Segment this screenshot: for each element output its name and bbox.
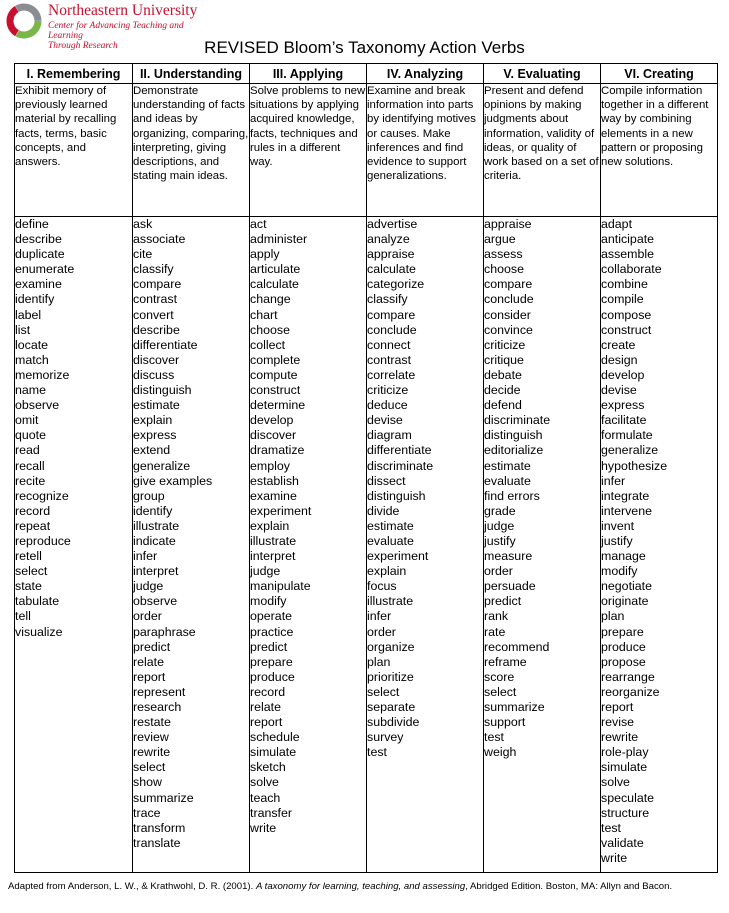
- verb-item: combine: [601, 277, 648, 292]
- verb-item: report: [250, 715, 283, 730]
- verb-item: contrast: [133, 292, 178, 307]
- description-applying: Solve problems to new situations by applying acquired knowledge, facts, techniques and rules in a different way.: [250, 84, 367, 217]
- verb-item: choose: [484, 262, 524, 277]
- verb-item: generalize: [601, 443, 659, 458]
- verb-item: name: [15, 383, 46, 398]
- verb-item: anticipate: [601, 232, 655, 247]
- verb-item: operate: [250, 609, 293, 624]
- verb-item: survey: [367, 730, 404, 745]
- verb-item: compile: [601, 292, 644, 307]
- verb-item: select: [367, 684, 400, 699]
- verb-item: solve: [250, 775, 279, 790]
- verb-item: predict: [484, 594, 522, 609]
- verb-item: write: [250, 820, 277, 835]
- verb-item: state: [15, 579, 42, 594]
- verb-item: facilitate: [601, 413, 647, 428]
- verb-item: argue: [484, 232, 516, 247]
- verb-item: observe: [133, 594, 178, 609]
- verb-item: reproduce: [15, 533, 71, 548]
- verb-item: reframe: [484, 654, 527, 669]
- verb-item: originate: [601, 594, 649, 609]
- verb-item: classify: [367, 292, 408, 307]
- verb-item: revise: [601, 715, 635, 730]
- verb-item: decide: [484, 383, 521, 398]
- verb-item: classify: [133, 262, 174, 277]
- verb-item: intervene: [601, 503, 652, 518]
- verb-item: calculate: [250, 277, 299, 292]
- verb-item: visualize: [15, 624, 63, 639]
- verb-item: assess: [484, 247, 523, 262]
- verb-item: tell: [15, 609, 31, 624]
- verb-item: solve: [601, 775, 630, 790]
- verb-item: separate: [367, 700, 416, 714]
- verb-item: design: [601, 352, 638, 367]
- verb-item: speculate: [601, 790, 655, 805]
- verb-item: debate: [484, 367, 522, 382]
- verb-item: relate: [250, 700, 281, 714]
- verb-item: indicate: [133, 533, 176, 548]
- verb-item: teach: [250, 790, 281, 805]
- citation-book-title: A taxonomy for learning, teaching, and assessing: [255, 881, 466, 892]
- verb-item: contrast: [367, 352, 412, 367]
- verb-item: show: [133, 775, 162, 790]
- verb-item: measure: [484, 549, 533, 564]
- verb-item: divide: [367, 503, 400, 518]
- verb-item: compare: [133, 277, 182, 292]
- verb-item: read: [15, 443, 40, 458]
- verb-item: compare: [367, 307, 416, 322]
- verb-item: give examples: [133, 473, 213, 488]
- verb-item: illustrate: [250, 533, 297, 548]
- verb-item: translate: [133, 835, 181, 850]
- verb-item: recall: [15, 458, 45, 473]
- verb-item: discover: [250, 428, 297, 443]
- verb-item: express: [601, 398, 645, 413]
- verb-item: experiment: [367, 549, 429, 564]
- verb-item: rearrange: [601, 669, 655, 684]
- verb-item: define: [15, 217, 49, 231]
- verb-item: list: [15, 322, 31, 337]
- verb-item: enumerate: [15, 262, 75, 277]
- verb-item: establish: [250, 473, 299, 488]
- verb-item: rate: [484, 624, 506, 639]
- verb-list-applying: [250, 217, 367, 873]
- verb-list-creating: [601, 217, 718, 873]
- verb-item: assemble: [601, 247, 655, 262]
- verb-item: develop: [250, 413, 294, 428]
- citation: [8, 881, 723, 893]
- verb-item: create: [601, 337, 636, 352]
- verb-item: estimate: [367, 518, 414, 533]
- verb-item: hypothesize: [601, 458, 668, 473]
- verb-item: critique: [484, 352, 524, 367]
- verb-item: negotiate: [601, 579, 652, 594]
- verb-item: ask: [133, 217, 153, 231]
- verb-item: recite: [15, 473, 46, 488]
- verb-item: correlate: [367, 367, 416, 382]
- verb-list-remembering: [15, 217, 133, 873]
- verb-item: collect: [250, 337, 286, 352]
- verb-item: research: [133, 700, 182, 714]
- verb-item: express: [133, 428, 177, 443]
- verb-item: role-play: [601, 745, 649, 760]
- citation-publisher: , Abridged Edition. Boston, MA: Allyn and Bacon.: [465, 881, 673, 892]
- verb-item: simulate: [250, 745, 297, 760]
- verb-item: categorize: [367, 277, 425, 292]
- verb-item: select: [133, 760, 166, 775]
- verb-item: memorize: [15, 367, 70, 382]
- description-understanding: Demonstrate understanding of facts and ideas by organizing, comparing, interpreting, giving descriptions, and stating main ideas.: [133, 84, 250, 217]
- verb-item: schedule: [250, 730, 300, 745]
- verb-item: structure: [601, 805, 650, 820]
- verb-item: convert: [133, 307, 174, 322]
- verb-item: report: [601, 700, 634, 714]
- verb-item: judge: [250, 564, 281, 579]
- university-header: [6, 2, 218, 52]
- verb-item: tabulate: [15, 594, 60, 609]
- verb-item: deduce: [367, 398, 408, 413]
- university-logo-icon: [6, 3, 42, 39]
- table-header-row: [15, 64, 718, 84]
- verb-item: analyze: [367, 232, 410, 247]
- verb-item: describe: [133, 322, 180, 337]
- verb-item: summarize: [133, 790, 194, 805]
- verb-item: rewrite: [601, 730, 639, 745]
- verb-item: explain: [250, 518, 290, 533]
- verb-item: match: [15, 352, 49, 367]
- verb-item: justify: [484, 533, 516, 548]
- verb-item: identify: [15, 292, 55, 307]
- verb-item: recognize: [15, 488, 69, 503]
- verb-item: apply: [250, 247, 280, 262]
- verb-item: differentiate: [367, 443, 432, 458]
- verb-item: extend: [133, 443, 171, 458]
- verb-item: chart: [250, 307, 278, 322]
- verb-item: summarize: [484, 700, 545, 714]
- verb-item: plan: [601, 609, 625, 624]
- verb-item: justify: [601, 533, 633, 548]
- verb-item: cite: [133, 247, 153, 262]
- verb-item: practice: [250, 624, 294, 639]
- verb-item: recommend: [484, 639, 550, 654]
- verb-item: discriminate: [484, 413, 551, 428]
- verb-item: conclude: [367, 322, 417, 337]
- verb-item: reorganize: [601, 684, 660, 699]
- verb-item: focus: [367, 579, 397, 594]
- center-name-line1: Center for Advancing Teaching and Learning: [48, 20, 184, 41]
- verb-item: differentiate: [133, 337, 198, 352]
- blooms-taxonomy-table: [14, 63, 718, 873]
- verb-item: predict: [250, 639, 288, 654]
- verb-item: judge: [133, 579, 164, 594]
- verb-item: transform: [133, 820, 186, 835]
- verbs-row: [15, 217, 718, 873]
- verb-item: relate: [133, 654, 164, 669]
- verb-item: restate: [133, 715, 171, 730]
- verb-item: order: [133, 609, 162, 624]
- verb-item: rewrite: [133, 745, 171, 760]
- verb-item: adapt: [601, 217, 633, 231]
- verb-item: articulate: [250, 262, 301, 277]
- verb-item: distinguish: [133, 383, 192, 398]
- verb-item: rank: [484, 609, 509, 624]
- verb-item: record: [250, 684, 286, 699]
- verb-item: estimate: [133, 398, 180, 413]
- verb-item: construct: [601, 322, 652, 337]
- verb-item: trace: [133, 805, 161, 820]
- verb-item: consider: [484, 307, 531, 322]
- description-analyzing: Examine and break information into parts by identifying motives or causes. Make inferences and find evidence to support generalizations.: [367, 84, 484, 217]
- verb-item: observe: [15, 398, 60, 413]
- verb-item: report: [133, 669, 166, 684]
- verb-item: record: [15, 503, 51, 518]
- verb-item: evaluate: [484, 473, 531, 488]
- verb-item: sketch: [250, 760, 286, 775]
- description-remembering: Exhibit memory of previously learned material by recalling facts, terms, basic concepts, and answers.: [15, 84, 133, 217]
- verb-item: collaborate: [601, 262, 662, 277]
- verb-item: modify: [250, 594, 287, 609]
- verb-item: prioritize: [367, 669, 414, 684]
- verb-item: judge: [484, 518, 515, 533]
- verb-item: explain: [133, 413, 173, 428]
- verb-item: calculate: [367, 262, 416, 277]
- verb-item: duplicate: [15, 247, 65, 262]
- verb-item: diagram: [367, 428, 412, 443]
- verb-item: appraise: [484, 217, 532, 231]
- verb-item: simulate: [601, 760, 648, 775]
- verb-item: paraphrase: [133, 624, 196, 639]
- verb-item: devise: [601, 383, 637, 398]
- verb-item: compute: [250, 367, 298, 382]
- verb-item: defend: [484, 398, 522, 413]
- verb-item: invent: [601, 518, 635, 533]
- verb-item: illustrate: [133, 518, 180, 533]
- document-title: REVISED Bloom’s Taxonomy Action Verbs: [204, 38, 525, 57]
- verb-item: explain: [367, 564, 407, 579]
- column-heading-remembering: I. Remembering: [15, 64, 133, 84]
- verb-item: distinguish: [367, 488, 426, 503]
- verb-item: conclude: [484, 292, 534, 307]
- verb-item: formulate: [601, 428, 653, 443]
- verb-item: complete: [250, 352, 301, 367]
- verb-item: experiment: [250, 503, 312, 518]
- verb-item: convince: [484, 322, 533, 337]
- verb-item: advertise: [367, 217, 418, 231]
- verb-item: construct: [250, 383, 301, 398]
- verb-item: compose: [601, 307, 652, 322]
- verb-item: criticize: [484, 337, 526, 352]
- verb-item: infer: [367, 609, 392, 624]
- column-heading-applying: III. Applying: [250, 64, 367, 84]
- verb-item: select: [484, 684, 517, 699]
- verb-item: score: [484, 669, 515, 684]
- verb-list-evaluating: [484, 217, 601, 873]
- verb-item: order: [484, 564, 513, 579]
- verb-item: devise: [367, 413, 403, 428]
- verb-item: identify: [133, 503, 173, 518]
- verb-item: persuade: [484, 579, 536, 594]
- verb-item: prepare: [250, 654, 293, 669]
- verb-item: test: [367, 745, 387, 760]
- verb-item: prepare: [601, 624, 644, 639]
- verb-item: distinguish: [484, 428, 543, 443]
- verb-item: compare: [484, 277, 533, 292]
- verb-item: connect: [367, 337, 411, 352]
- verb-item: transfer: [250, 805, 293, 820]
- verb-item: discriminate: [367, 458, 434, 473]
- verb-item: discover: [133, 352, 180, 367]
- verb-item: repeat: [15, 518, 51, 533]
- verb-item: select: [15, 564, 48, 579]
- verb-item: grade: [484, 503, 516, 518]
- verb-item: produce: [250, 669, 295, 684]
- column-heading-analyzing: IV. Analyzing: [367, 64, 484, 84]
- column-heading-evaluating: V. Evaluating: [484, 64, 601, 84]
- verb-item: weigh: [484, 745, 517, 760]
- verb-item: modify: [601, 564, 638, 579]
- verb-item: subdivide: [367, 715, 420, 730]
- verb-item: represent: [133, 684, 186, 699]
- verb-item: determine: [250, 398, 306, 413]
- verb-item: omit: [15, 413, 39, 428]
- verb-item: discuss: [133, 367, 175, 382]
- verb-item: organize: [367, 639, 415, 654]
- description-creating: Compile information together in a different way by combining elements in a new pattern or proposing new solutions.: [601, 84, 718, 217]
- verb-item: test: [601, 820, 621, 835]
- verb-item: predict: [133, 639, 171, 654]
- column-heading-creating: VI. Creating: [601, 64, 718, 84]
- verb-item: label: [15, 307, 42, 322]
- verb-item: order: [367, 624, 396, 639]
- verb-item: describe: [15, 232, 62, 247]
- university-name: Northeastern University: [48, 2, 198, 19]
- verb-item: infer: [133, 549, 158, 564]
- verb-item: test: [484, 730, 504, 745]
- description-evaluating: Present and defend opinions by making judgments about information, validity of ideas, or quality of work based on a set of criteria.: [484, 84, 601, 217]
- verb-item: develop: [601, 367, 645, 382]
- verb-item: produce: [601, 639, 646, 654]
- citation-authors: Adapted from Anderson, L. W., & Krathwohl, D. R. (2001).: [8, 881, 256, 892]
- verb-item: manage: [601, 549, 646, 564]
- verb-item: retell: [15, 549, 42, 564]
- center-name-line2: Through Research: [48, 41, 118, 52]
- verb-item: dramatize: [250, 443, 305, 458]
- verb-item: group: [133, 488, 165, 503]
- verb-item: quote: [15, 428, 47, 443]
- verb-item: illustrate: [367, 594, 414, 609]
- verb-item: dissect: [367, 473, 406, 488]
- verb-item: editorialize: [484, 443, 544, 458]
- verb-item: employ: [250, 458, 290, 473]
- verb-item: estimate: [484, 458, 531, 473]
- verb-item: integrate: [601, 488, 650, 503]
- verb-item: validate: [601, 835, 644, 850]
- verb-item: choose: [250, 322, 290, 337]
- verb-item: generalize: [133, 458, 191, 473]
- verb-item: find errors: [484, 488, 540, 503]
- verb-item: write: [601, 850, 628, 865]
- verb-item: propose: [601, 654, 646, 669]
- verb-item: infer: [601, 473, 626, 488]
- verb-item: evaluate: [367, 533, 414, 548]
- verb-item: manipulate: [250, 579, 311, 594]
- verb-list-analyzing: [367, 217, 484, 873]
- verb-item: interpret: [250, 549, 296, 564]
- verb-item: plan: [367, 654, 391, 669]
- verb-item: examine: [250, 488, 297, 503]
- verb-item: criticize: [367, 383, 409, 398]
- verb-item: locate: [15, 337, 49, 352]
- verb-item: appraise: [367, 247, 415, 262]
- verb-item: examine: [15, 277, 62, 292]
- verb-item: review: [133, 730, 169, 745]
- verb-item: support: [484, 715, 526, 730]
- verb-item: administer: [250, 232, 308, 247]
- verb-item: interpret: [133, 564, 179, 579]
- description-row: [15, 84, 718, 217]
- verb-list-understanding: [133, 217, 250, 873]
- column-heading-understanding: II. Understanding: [133, 64, 250, 84]
- verb-item: associate: [133, 232, 186, 247]
- verb-item: act: [250, 217, 267, 231]
- verb-item: change: [250, 292, 291, 307]
